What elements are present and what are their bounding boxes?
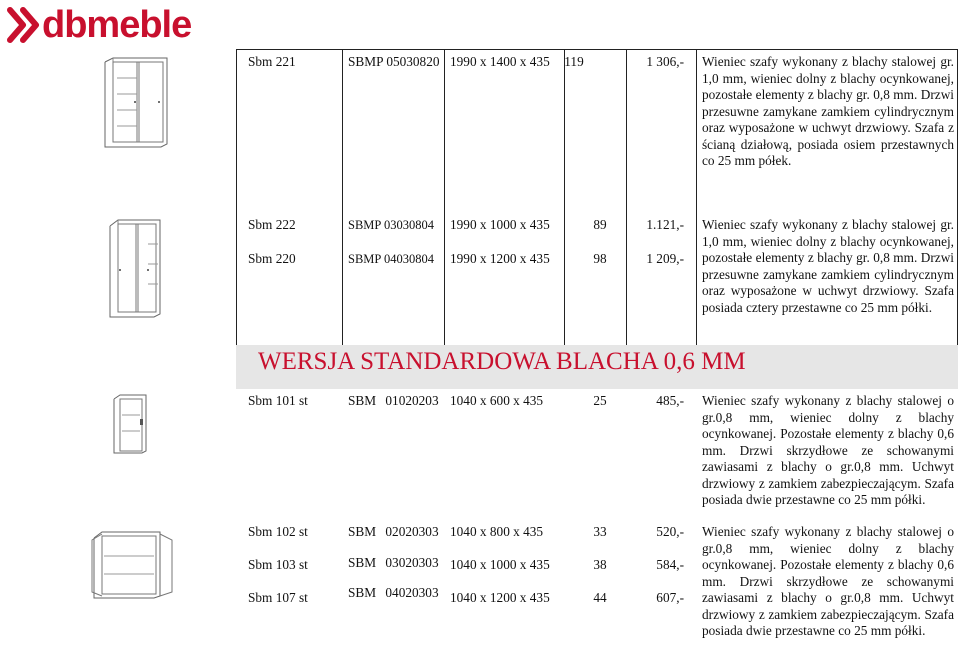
product-image-sliding-cabinet bbox=[108, 218, 164, 318]
row3-weight-3: 44 bbox=[593, 590, 607, 605]
row2-model-1: Sbm 101 st bbox=[248, 393, 308, 408]
product-image-hinged-cabinet-small bbox=[112, 393, 150, 455]
row3-price-1: 520,- bbox=[656, 524, 684, 539]
row3-weight-2: 38 bbox=[593, 557, 607, 572]
row3-dims-3: 1040 x 1200 x 435 bbox=[450, 590, 550, 605]
row1-code-1: SBMP 03030804 bbox=[348, 218, 435, 232]
row0-price-1: 1 306,- bbox=[646, 54, 684, 69]
row1-price-2: 1 209,- bbox=[646, 251, 684, 266]
row2-description: Wieniec szafy wykonany z blachy stalowej o gr.0,8 mm, wieniec dolny z blachy ocynkowanej. Pozostałe elementy z blachy 0,6 mm. Drzwi skrzydłowe ze schowanymi zawiasami z blachy o gr.0,8 mm. Uchwyt drzwiowy z zamkiem zabezpieczającym. Szafa posiada dwie przestawne co 25 mm półki. bbox=[702, 393, 954, 507]
col-divider-dims bbox=[444, 49, 445, 346]
row3-weight-1: 33 bbox=[593, 524, 607, 539]
row2-price-1: 485,- bbox=[656, 393, 684, 408]
row3-model-1: Sbm 102 st bbox=[248, 524, 308, 539]
brand-logo-icon bbox=[6, 6, 40, 44]
row3-code-3: SBM 04020303 bbox=[348, 585, 439, 600]
row0-model-1: Sbm 221 bbox=[248, 54, 296, 69]
brand-logo bbox=[6, 4, 191, 46]
product-image-hinged-cabinet-open bbox=[90, 528, 176, 600]
row2-weight-1: 25 bbox=[593, 393, 607, 408]
row2-dims-1: 1040 x 600 x 435 bbox=[450, 393, 544, 408]
product-image-sliding-cabinet-wide bbox=[103, 56, 171, 148]
table-border-top bbox=[236, 49, 958, 50]
brand-name: dbmeble bbox=[42, 4, 192, 46]
row3-price-3: 607,- bbox=[656, 590, 684, 605]
row3-code-2: SBM 03020303 bbox=[348, 555, 439, 570]
row1-weight-2: 98 bbox=[593, 251, 607, 266]
row1-price-1: 1.121,- bbox=[646, 217, 684, 232]
row1-description: Wieniec szafy wykonany z blachy stalowej gr. 1,0 mm, wieniec dolny z blachy ocynkowanej, pozostałe elementy z blachy gr. 0,8 mm. Drzwi przesuwne zamykane zamkiem cylindrycznym oraz wyposażone w uchwyt drzwiowy. Szafa posiada cztery przestawne co 25 mm półki. bbox=[702, 217, 954, 315]
row3-model-3: Sbm 107 st bbox=[248, 590, 308, 605]
row1-model-1: Sbm 222 bbox=[248, 217, 296, 232]
row0-code-1: SBMP 05030820 bbox=[348, 54, 440, 69]
table-border-left bbox=[236, 49, 237, 346]
col-divider-weight bbox=[564, 49, 565, 346]
row2-code-1: SBM 01020203 bbox=[348, 393, 439, 408]
row3-dims-1: 1040 x 800 x 435 bbox=[450, 524, 544, 539]
row0-weight-1: 119 bbox=[564, 54, 584, 69]
row3-description: Wieniec szafy wykonany z blachy stalowej o gr.0,8 mm, wieniec dolny z blachy ocynkowanej. Pozostałe elementy z blachy 0,6 mm. Drzwi skrzydłowe ze schowanymi zawiasami z blachy o gr.0,8 mm. Uchwyt drzwiowy z zamkiem zabezpieczającym. Szafa posiada dwie przestawne co 25 mm półki. bbox=[702, 524, 954, 638]
row3-price-2: 584,- bbox=[656, 557, 684, 572]
col-divider-desc bbox=[696, 49, 697, 346]
row3-code-1: SBM 02020303 bbox=[348, 524, 439, 539]
table-border-right bbox=[957, 49, 958, 346]
section-title: WERSJA STANDARDOWA BLACHA 0,6 MM bbox=[258, 348, 746, 375]
row0-dims-1: 1990 x 1400 x 435 bbox=[450, 54, 550, 69]
row1-dims-1: 1990 x 1000 x 435 bbox=[450, 217, 550, 232]
col-divider-price bbox=[626, 49, 627, 346]
row0-description: Wieniec szafy wykonany z blachy stalowej gr. 1,0 mm, wieniec dolny z blachy ocynkowanej, pozostałe elementy z blachy gr. 0,8 mm. Drzwi przesuwne zamykane zamkiem cylindrycznym oraz wyposażone w uchwyt drzwiowy. Szafa z ścianą działową, posiada osiem przestawnych co 25 mm półek. bbox=[702, 54, 954, 168]
col-divider-code bbox=[342, 49, 343, 346]
row1-model-2: Sbm 220 bbox=[248, 251, 296, 266]
row1-weight-1: 89 bbox=[593, 217, 607, 232]
row3-model-2: Sbm 103 st bbox=[248, 557, 308, 572]
row1-code-2: SBMP 04030804 bbox=[348, 252, 435, 266]
row1-dims-2: 1990 x 1200 x 435 bbox=[450, 251, 550, 266]
row3-dims-2: 1040 x 1000 x 435 bbox=[450, 557, 550, 572]
